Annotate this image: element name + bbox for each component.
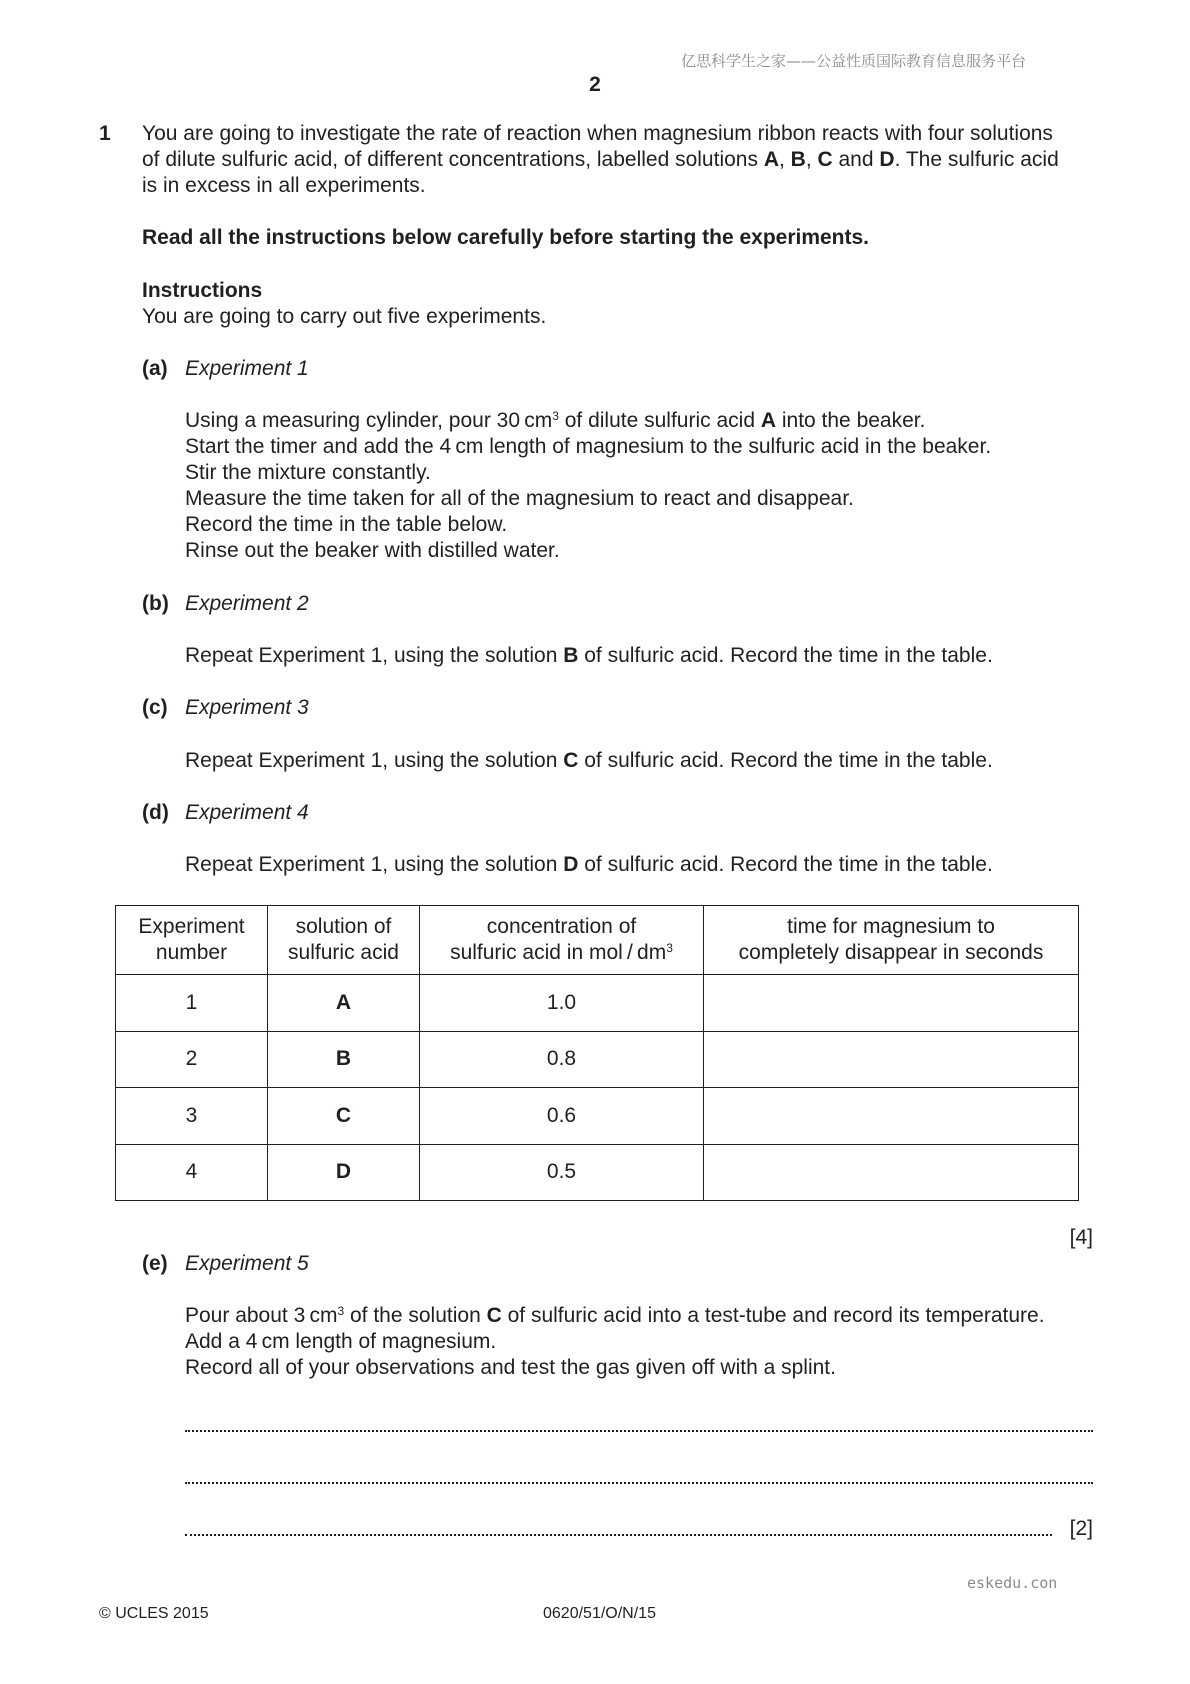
part-b-text: Repeat Experiment 1, using the solution B of sulfuric acid. Record the time in the table. [185,644,993,667]
solution-d-label: D [879,148,895,171]
footer-copyright: © UCLES 2015 [99,1605,209,1622]
header-watermark: 亿思科学生之家——公益性质国际教育信息服务平台 [681,52,1027,70]
instructions-heading: Instructions [142,279,263,302]
part-b-label: (b) [142,592,169,615]
question-number: 1 [99,122,111,145]
cell-experiment: 4 [116,1144,268,1201]
table-marks: [4] [1069,1226,1093,1249]
part-e-marks: [2] [1069,1517,1093,1540]
cell-concentration: 0.5 [420,1144,704,1201]
cell-concentration: 0.8 [420,1031,704,1088]
table-row [116,1144,1079,1201]
solution-b-label: B [790,148,806,171]
part-a-step-3: Stir the mixture constantly. [185,461,431,484]
table-row [116,975,1079,1032]
solution-c-label: C [817,148,833,171]
cell-solution: B [268,1031,420,1088]
header-experiment-number: Experiment number [116,906,268,975]
cell-time-answer[interactable] [704,1088,1079,1145]
part-c-label: (c) [142,696,168,719]
footer-paper-code: 0620/51/O/N/15 [543,1605,656,1622]
part-e-label: (e) [142,1252,168,1275]
part-a-step-1: Using a measuring cylinder, pour 30 $cm^3$ of dilute sulfuric acid A into the beaker. [185,409,926,432]
cell-concentration: 1.0 [420,975,704,1032]
part-a-step-5: Record the time in the table below. [185,513,508,536]
cell-time-answer[interactable] [704,1144,1079,1201]
part-a-step-4: Measure the time taken for all of the magnesium to react and disappear. [185,487,854,510]
part-d-label: (d) [142,801,169,824]
intro-line-2: of dilute sulfuric acid, of different concentrations, labelled solutions A, B, C and D. The sulfuric acid [142,148,1059,171]
cell-experiment: 1 [116,975,268,1032]
answer-line-1[interactable] [185,1430,1093,1432]
answer-line-3[interactable] [185,1534,1052,1536]
part-e-step-3: Record all of your observations and test the gas given off with a splint. [185,1356,836,1379]
cell-solution: C [268,1088,420,1145]
cell-solution: D [268,1144,420,1201]
header-concentration: concentration of sulfuric acid in mol / $dm^3$ [420,906,704,975]
part-a-step-2: Start the timer and add the 4 cm length of magnesium to the sulfuric acid in the beaker. [185,435,992,458]
part-d-text: Repeat Experiment 1, using the solution D of sulfuric acid. Record the time in the table. [185,853,993,876]
cell-concentration: 0.6 [420,1088,704,1145]
header-time: time for magnesium to completely disappear in seconds [704,906,1079,975]
intro-line-1: You are going to investigate the rate of reaction when magnesium ribbon reacts with four solutions [142,122,1053,145]
read-instructions-note: Read all the instructions below carefully before starting the experiments. [142,226,870,249]
table-row [116,1088,1079,1145]
part-d-title: Experiment 4 [185,801,309,824]
page-number: 2 [589,73,601,96]
part-b-title: Experiment 2 [185,592,309,615]
question-intro [142,121,1059,199]
results-table [115,905,1079,1201]
part-a-steps [185,408,991,564]
part-c-text: Repeat Experiment 1, using the solution C of sulfuric acid. Record the time in the table. [185,749,993,772]
part-a-label: (a) [142,357,168,380]
solution-a-label: A [763,148,779,171]
part-a-step-6: Rinse out the beaker with distilled water. [185,539,560,562]
header-solution: solution of sulfuric acid [268,906,420,975]
intro-line-3: is in excess in all experiments. [142,174,426,197]
part-e-step-1: Pour about 3 $cm^3$ of the solution C of sulfuric acid into a test-tube and record its temperature. [185,1304,1045,1327]
cell-time-answer[interactable] [704,975,1079,1032]
part-a-title: Experiment 1 [185,357,309,380]
cell-experiment: 2 [116,1031,268,1088]
part-e-steps [185,1303,1045,1381]
cell-time-answer[interactable] [704,1031,1079,1088]
cell-experiment: 3 [116,1088,268,1145]
instructions-text: You are going to carry out five experiments. [142,305,547,328]
part-c-title: Experiment 3 [185,696,309,719]
cell-solution: A [268,975,420,1032]
part-e-step-2: Add a 4 cm length of magnesium. [185,1330,497,1353]
answer-line-2[interactable] [185,1482,1093,1484]
footer-watermark: eskedu.con [967,1574,1058,1592]
part-e-title: Experiment 5 [185,1252,309,1275]
table-header-row [116,906,1079,975]
table-row [116,1031,1079,1088]
